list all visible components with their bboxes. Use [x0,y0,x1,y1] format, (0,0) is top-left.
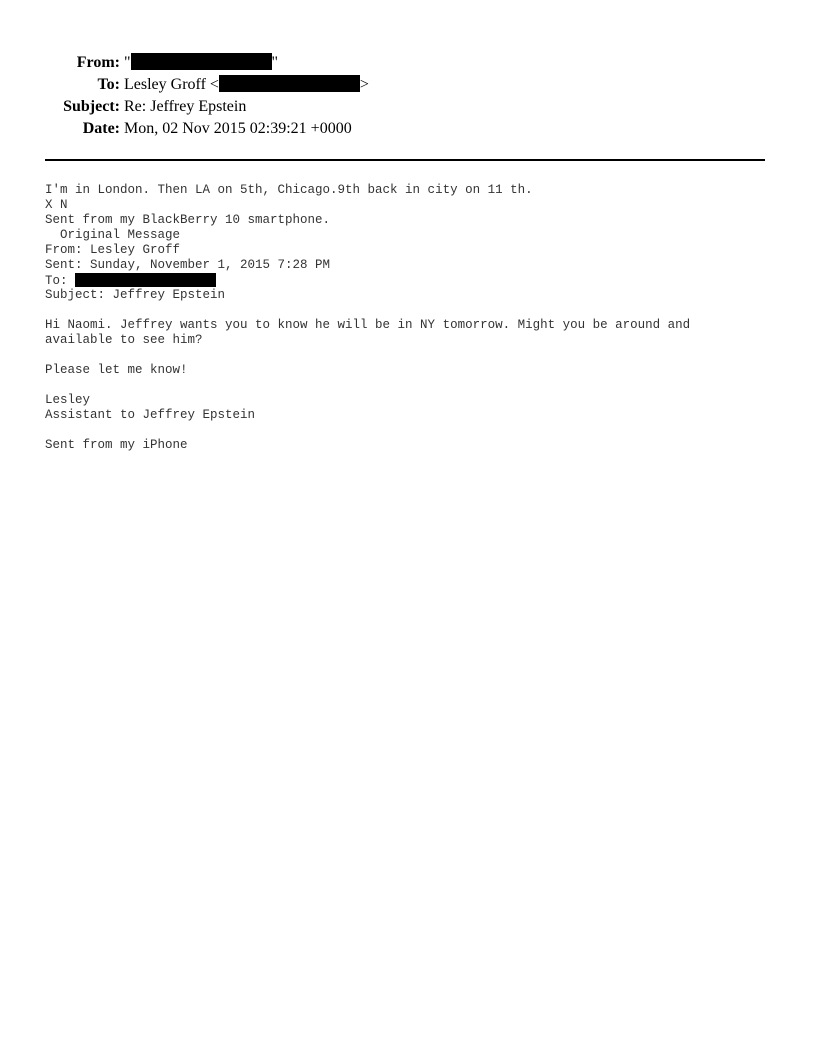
body-line: Original Message [45,228,181,242]
body-line: Subject: Jeffrey Epstein [45,288,226,302]
body-to-label: To: [45,274,76,288]
body-line: available to see him? [45,333,203,347]
subject-label: Subject: [63,98,120,115]
body-to-line [45,273,770,288]
from-label: From: [76,54,120,71]
to-value [124,74,369,96]
blank-line [45,303,770,318]
signature-name: Lesley [45,393,91,407]
body-line: Sent from my BlackBerry 10 smartphone. [45,213,331,227]
body-line: Sent: Sunday, November 1, 2015 7:28 PM [45,258,331,272]
body-line: Hi Naomi. Jeffrey wants you to know he will be in NY tomorrow. Might you be around and [45,318,691,332]
from-quote-close: " [271,54,279,71]
from-value [124,52,278,74]
date-label: Date: [82,120,120,137]
blank-line [45,348,770,363]
body-line: X N [45,198,68,212]
header-divider [45,159,765,161]
body-line: I'm in London. Then LA on 5th, Chicago.9th back in city on 11 th. [45,183,533,197]
from-quote-open: " [124,54,131,71]
sent-from-footer: Sent from my iPhone [45,438,188,452]
to-row [0,74,816,96]
from-row [0,52,816,74]
subject-row [0,96,816,118]
from-redaction [131,53,272,70]
to-label: To: [97,76,120,93]
blank-line [45,378,770,393]
subject-value: Re: Jeffrey Epstein [124,98,247,115]
to-redaction [219,75,360,92]
body-to-redaction [75,273,216,287]
body-line: Please let me know! [45,363,188,377]
blank-line [45,423,770,438]
date-value: Mon, 02 Nov 2015 02:39:21 +0000 [124,120,352,137]
date-row [0,118,816,140]
signature-title: Assistant to Jeffrey Epstein [45,408,256,422]
to-close: > [359,76,369,93]
body-line: From: Lesley Groff [45,243,181,257]
to-name: Lesley Groff < [124,76,219,93]
email-header [0,52,816,140]
email-body [45,183,770,453]
